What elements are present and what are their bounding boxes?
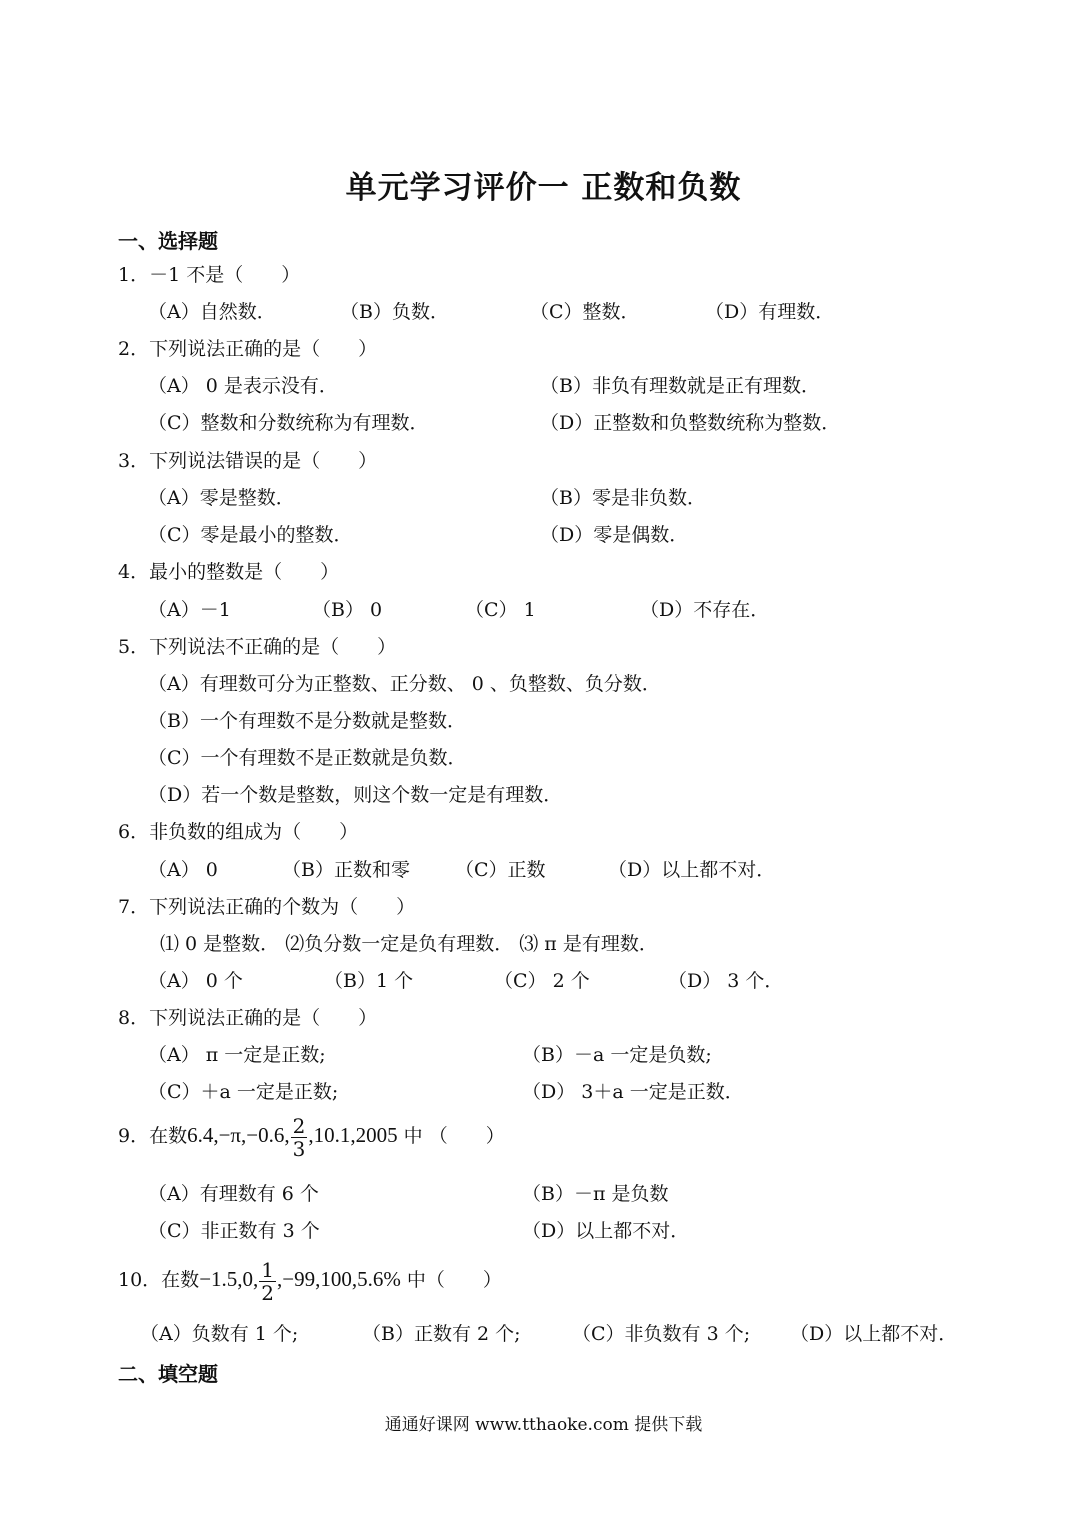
question-10-stem	[118, 1256, 502, 1304]
q7-option-c: （C） 2 个	[494, 970, 590, 992]
q8-option-c: （C）＋a 一定是正数;	[148, 1081, 339, 1103]
q9-fraction-denominator: 3	[292, 1136, 306, 1161]
question-5-stem: 5．下列说法不正确的是（ ）	[118, 636, 397, 658]
q4-option-b: （B） 0	[312, 599, 383, 621]
footer-source: 通通好课网 www.tthaoke.com 提供下载	[384, 1415, 703, 1435]
q8-option-a: （A） π 一定是正数;	[148, 1044, 326, 1066]
q6-option-c: （C）正数	[455, 859, 546, 881]
q7-statements: ⑴ 0 是整数． ⑵负分数一定是负有理数． ⑶ π 是有理数．	[160, 933, 658, 955]
q9-option-c: （C）非正数有 3 个	[148, 1220, 320, 1242]
q7-option-b: （B）1 个	[324, 970, 414, 992]
question-7-stem: 7．下列说法正确的个数为（ ）	[118, 896, 416, 918]
q3-option-c: （C）零是最小的整数．	[148, 524, 353, 546]
q5-option-d: （D）若一个数是整数，则这个数一定是有理数．	[148, 784, 563, 806]
q6-option-d: （D）以上都不对．	[608, 859, 776, 881]
q10-fraction	[259, 1259, 276, 1304]
q6-option-a: （A） 0	[148, 859, 218, 881]
q9-option-b: （B）－π 是负数	[522, 1183, 669, 1205]
q5-option-b: （B）一个有理数不是分数就是整数．	[148, 710, 466, 732]
q9-numbers-after: ,10.1,2005	[308, 1123, 398, 1147]
page-title: 单元学习评价一 正数和负数	[345, 170, 742, 206]
q9-prefix: 9．在数	[118, 1125, 188, 1147]
q4-option-a: （A）－1	[148, 599, 231, 621]
q2-option-b: （B）非负有理数就是正有理数．	[540, 375, 820, 397]
q9-option-d: （D）以上都不对．	[522, 1220, 690, 1242]
q4-option-d: （D）不存在．	[640, 599, 770, 621]
q10-prefix: 10．在数	[118, 1269, 200, 1291]
q7-option-a: （A） 0 个	[148, 970, 243, 992]
q3-option-a: （A）零是整数．	[148, 487, 295, 509]
question-1-stem: 1．－1 不是（ ）	[118, 264, 301, 286]
q10-fraction-numerator: 1	[261, 1257, 275, 1282]
q5-option-c: （C）一个有理数不是正数就是负数．	[148, 747, 467, 769]
q4-option-c: （C） 1	[465, 599, 536, 621]
q3-option-d: （D）零是偶数．	[540, 524, 689, 546]
q3-option-b: （B）零是非负数．	[540, 487, 706, 509]
q10-numbers-after: ,−99,100,5.6%	[277, 1267, 401, 1291]
q10-numbers-before: −1.5,0,	[199, 1267, 259, 1291]
q10-fraction-denominator: 2	[261, 1280, 275, 1305]
q9-fraction-numerator: 2	[292, 1113, 306, 1138]
q8-option-b: （B）－a 一定是负数;	[522, 1044, 712, 1066]
question-3-stem: 3．下列说法错误的是（ ）	[118, 450, 378, 472]
q10-option-a: （A）负数有 1 个;	[140, 1323, 299, 1345]
q9-numbers-before: 6.4,−π,−0.6,	[187, 1123, 290, 1147]
q7-option-d: （D） 3 个．	[668, 970, 784, 992]
q2-option-d: （D）正整数和负整数统称为整数．	[540, 412, 841, 434]
q1-option-c: （C）整数．	[530, 301, 640, 323]
q10-option-d: （D）以上都不对．	[790, 1323, 958, 1345]
q5-option-a: （A）有理数可分为正整数、正分数、 0 、负整数、负分数．	[148, 673, 661, 695]
question-4-stem: 4．最小的整数是（ ）	[118, 561, 340, 583]
q2-option-a: （A） 0 是表示没有．	[148, 375, 338, 397]
q9-suffix: 中 （ ）	[403, 1125, 505, 1147]
q8-option-d: （D） 3＋a 一定是正数．	[522, 1081, 744, 1103]
question-9-stem	[118, 1112, 505, 1160]
q6-option-b: （B）正数和零	[282, 859, 410, 881]
question-2-stem: 2．下列说法正确的是（ ）	[118, 338, 378, 360]
q9-fraction	[291, 1115, 308, 1160]
q1-option-a: （A）自然数．	[148, 301, 276, 323]
section-heading-choice: 一、选择题	[118, 229, 218, 253]
q10-option-c: （C）非负数有 3 个;	[572, 1323, 751, 1345]
q1-option-b: （B）负数．	[340, 301, 449, 323]
q2-option-c: （C）整数和分数统称为有理数．	[148, 412, 429, 434]
q10-suffix: 中（ ）	[406, 1269, 502, 1291]
q10-option-b: （B）正数有 2 个;	[362, 1323, 521, 1345]
q9-option-a: （A）有理数有 6 个	[148, 1183, 319, 1205]
question-8-stem: 8．下列说法正确的是（ ）	[118, 1007, 378, 1029]
q1-option-d: （D）有理数．	[705, 301, 835, 323]
section-heading-fill-blank: 二、填空题	[118, 1362, 218, 1386]
question-6-stem: 6．非负数的组成为（ ）	[118, 821, 359, 843]
